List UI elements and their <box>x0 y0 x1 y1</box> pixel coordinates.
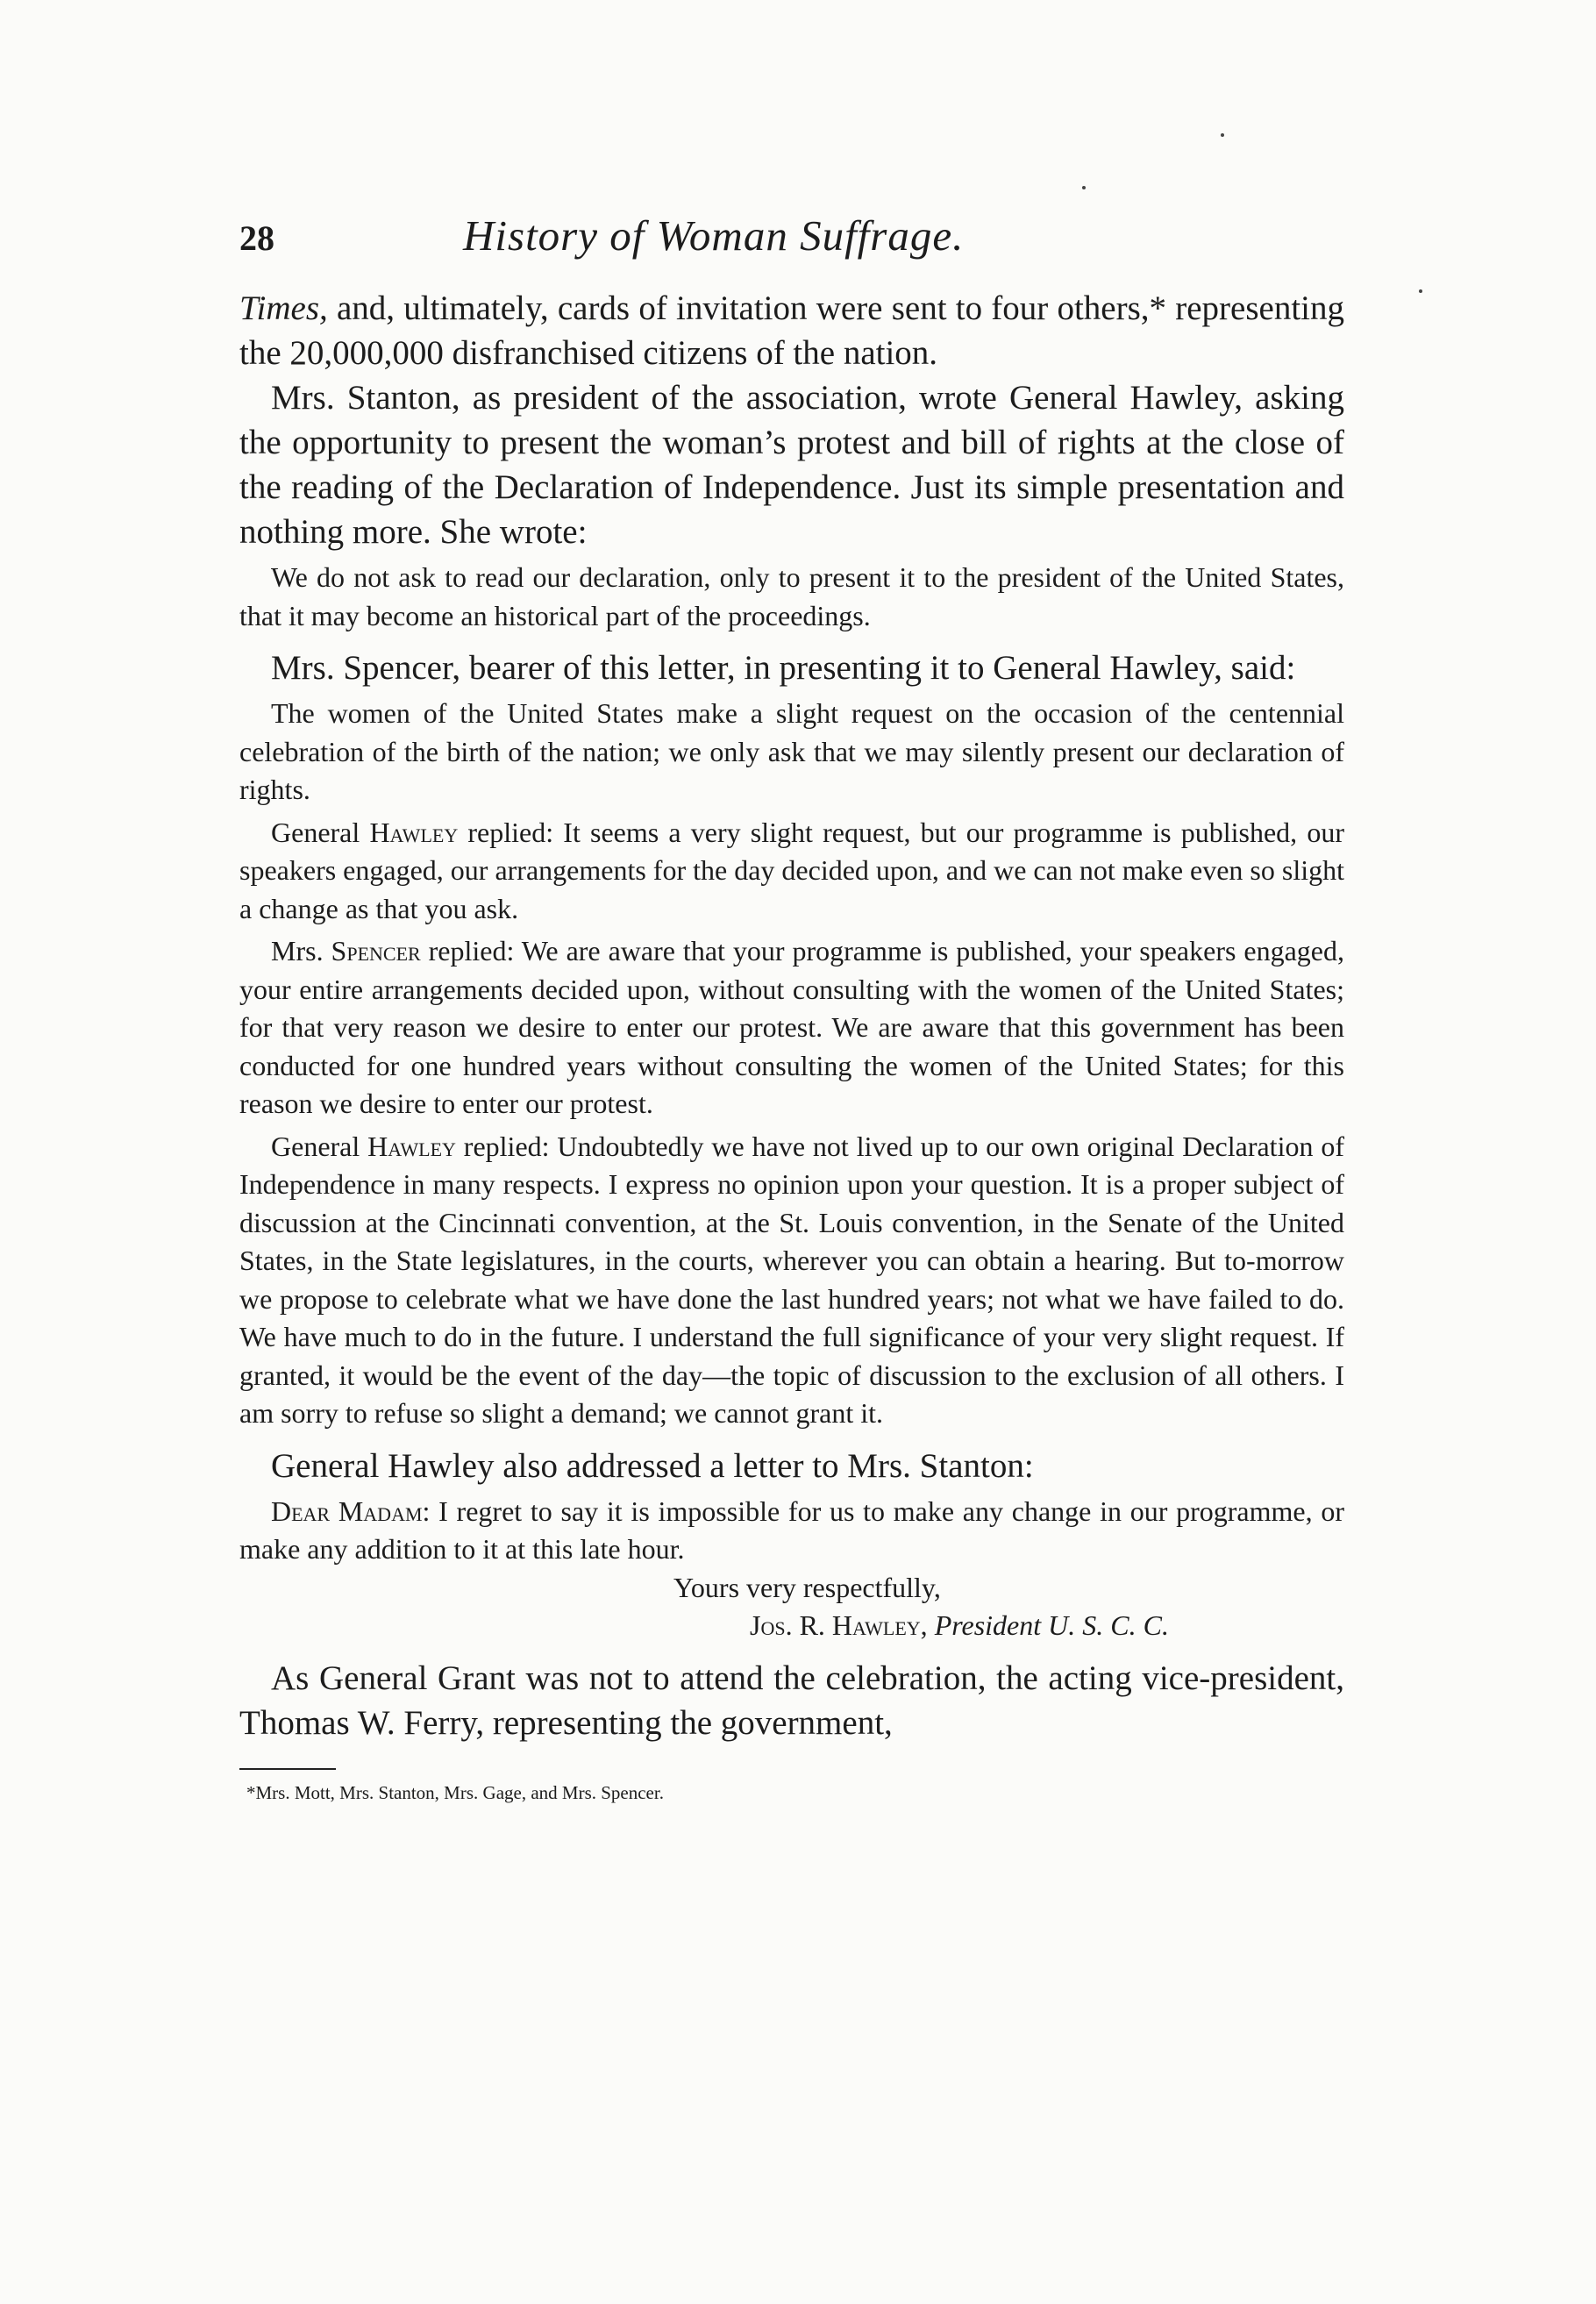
letter-salutation: Dear Madam: <box>271 1494 431 1527</box>
newspaper-name: Times, <box>239 289 328 327</box>
footnote-divider <box>239 1768 336 1770</box>
footnote: *Mrs. Mott, Mrs. Stanton, Mrs. Gage, and Mrs. Spencer. <box>246 1781 664 1803</box>
speaker-name: Spencer <box>331 935 421 967</box>
letter-text: I regret to say it is impossible for us to make any change in our programme, or make any addition to it at this late hour. <box>239 1494 1344 1565</box>
reply-text: replied: We are aware that your programme is published, your speakers engaged, your entire arrangements decided upon, without consulting with the women of the United States; for that very reason we desire to enter our protest. We are aware that this government has been conducted for one hundred years without consulting the women of the United States; for this reason we desire to enter our protest. <box>239 935 1345 1119</box>
quote-stanton-letter: We do not ask to read our declaration, only to present it to the president of the United States, that it may become an historical part of the proceedings. <box>239 561 1344 631</box>
reply-text: replied: It seems a very slight request, but our programme is published, our speakers engaged, our arrangements for the day decided upon, and we can not make even so slight a change as that you ask. <box>239 816 1344 924</box>
book-page <box>239 210 1344 1804</box>
quote-spencer-request: The women of the United States make a slight request on the occasion of the centennial celebration of the birth of the nation; we only ask that we may silently present our declaration of rights. <box>239 697 1344 805</box>
page-number: 28 <box>239 218 274 258</box>
quote-hawley-reply-2 <box>239 1128 1344 1433</box>
paragraph-1 <box>239 286 1344 375</box>
paragraph-1-text: and, ultimately, cards of invitation were sent to four others,* representing the 20,000,000 disfranchised citizens of the nation. <box>239 289 1344 372</box>
running-title: History of Woman Suffrage. <box>463 211 965 260</box>
letter-closing: Yours very respectfully, <box>673 1571 941 1603</box>
speck-2 <box>1419 289 1422 293</box>
speaker-name: Hawley <box>369 816 459 848</box>
letter-signature <box>239 1607 1344 1645</box>
speaker-prefix: Mrs. <box>271 935 331 967</box>
signature-title: President U. S. C. C. <box>927 1609 1169 1641</box>
quote-hawley-reply-1 <box>239 814 1344 929</box>
paragraph-4: General Hawley also addressed a letter to Mrs. Stanton: <box>271 1446 1034 1485</box>
paragraph-2: Mrs. Stanton, as president of the association, wrote General Hawley, asking the opportunity to present the woman’s protest and bill of rights at the close of the reading of the Declaration of Independence. Just its simple presentation and nothing more. She wrote: <box>239 379 1344 551</box>
speck-3 <box>1082 186 1086 189</box>
page-header <box>239 210 1344 268</box>
paragraph-5: As General Grant was not to attend the celebration, the acting vice-president, Thomas W. Ferry, representing the government, <box>239 1658 1344 1742</box>
letter-body <box>239 1493 1344 1569</box>
signature-name: Jos. R. Hawley, <box>750 1609 928 1641</box>
speaker-prefix: General <box>271 1130 368 1162</box>
speck-1 <box>1221 133 1224 137</box>
paragraph-3: Mrs. Spencer, bearer of this letter, in presenting it to General Hawley, said: <box>271 649 1296 687</box>
speaker-prefix: General <box>271 816 370 848</box>
quote-spencer-reply <box>239 932 1344 1123</box>
reply-text: replied: Undoubtedly we have not lived up to our own original Declaration of Independence in many respects. I express no opinion upon your question. It is a proper subject of discussion at the Cincinnati convention, at the St. Louis convention, in the Senate of the United States, in the State legislatures, in the courts, wherever you can obtain a hearing. But to-morrow we propose to celebrate what we have done the last hundred years; not what we have failed to do. We have much to do in the future. I understand the full significance of your very slight request. If granted, it would be the event of the day—the topic of discussion to the exclusion of all others. I am sorry to refuse so slight a demand; we cannot grant it. <box>239 1130 1345 1429</box>
speaker-name: Hawley <box>367 1130 456 1162</box>
